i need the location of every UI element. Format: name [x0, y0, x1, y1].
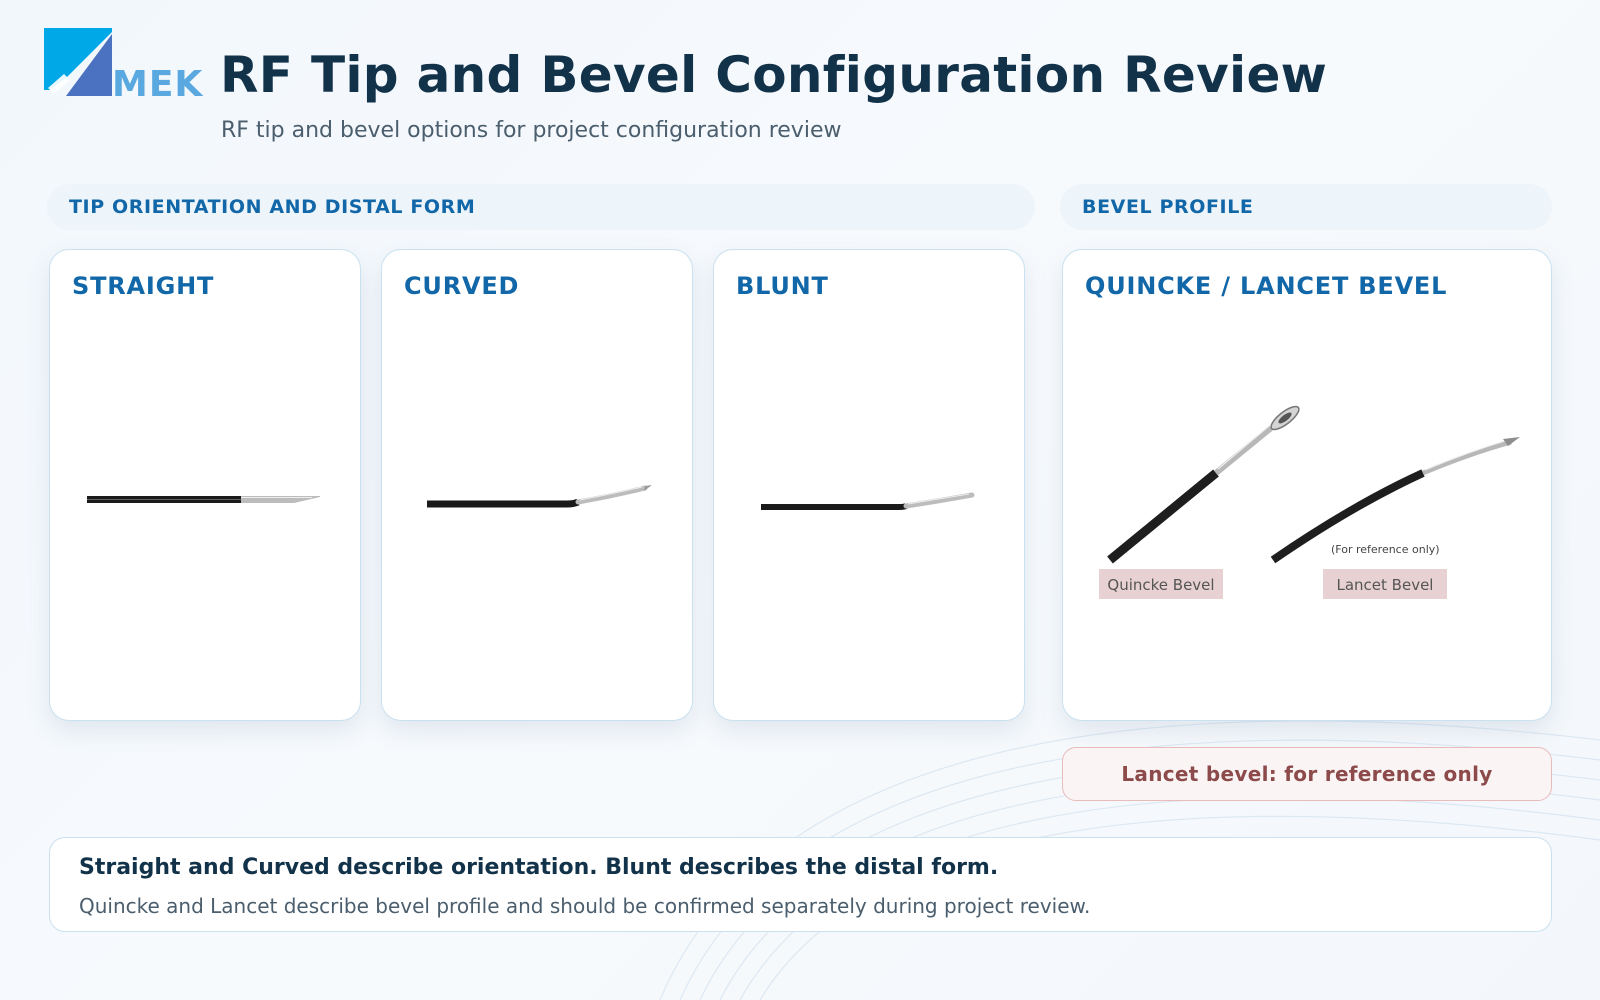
- bevel-comparison-illustration: [1063, 250, 1553, 722]
- mek-logo: [44, 28, 204, 100]
- card-bevel-profile: [1062, 249, 1552, 721]
- section-bevel-label: BEVEL PROFILE: [1082, 196, 1254, 218]
- section-tip-label: TIP ORIENTATION AND DISTAL FORM: [69, 196, 476, 218]
- lancet-reference-note: (For reference only): [1331, 543, 1440, 556]
- lancet-reference-badge: [1062, 747, 1552, 801]
- summary-main-text: Straight and Curved describe orientation. Blunt describes the distal form.: [79, 855, 999, 880]
- lancet-label: Lancet Bevel: [1336, 576, 1434, 594]
- card-curved: [381, 249, 693, 721]
- card-title-straight: STRAIGHT: [72, 272, 215, 300]
- page-title: RF Tip and Bevel Configuration Review: [220, 46, 1328, 104]
- reference-note-text: Lancet bevel: for reference only: [1121, 762, 1493, 786]
- card-title-blunt: BLUNT: [736, 272, 829, 300]
- card-title-curved: CURVED: [404, 272, 520, 300]
- section-tip-orientation: [47, 184, 1035, 230]
- page-subtitle: RF tip and bevel options for project configuration review: [221, 118, 842, 143]
- straight-needle-illustration: [50, 250, 362, 722]
- summary-sub-text: Quincke and Lancet describe bevel profile and should be confirmed separately during project review.: [79, 894, 1091, 918]
- card-blunt: [713, 249, 1025, 721]
- blunt-needle-illustration: [714, 250, 1026, 722]
- section-bevel-profile: [1060, 184, 1552, 230]
- curved-needle-illustration: [382, 250, 694, 722]
- logo-text: MEK: [112, 64, 204, 100]
- card-straight: [49, 249, 361, 721]
- quincke-label: Quincke Bevel: [1107, 576, 1215, 594]
- summary-note-box: [49, 837, 1552, 932]
- card-title-bevel: QUINCKE / LANCET BEVEL: [1085, 272, 1448, 300]
